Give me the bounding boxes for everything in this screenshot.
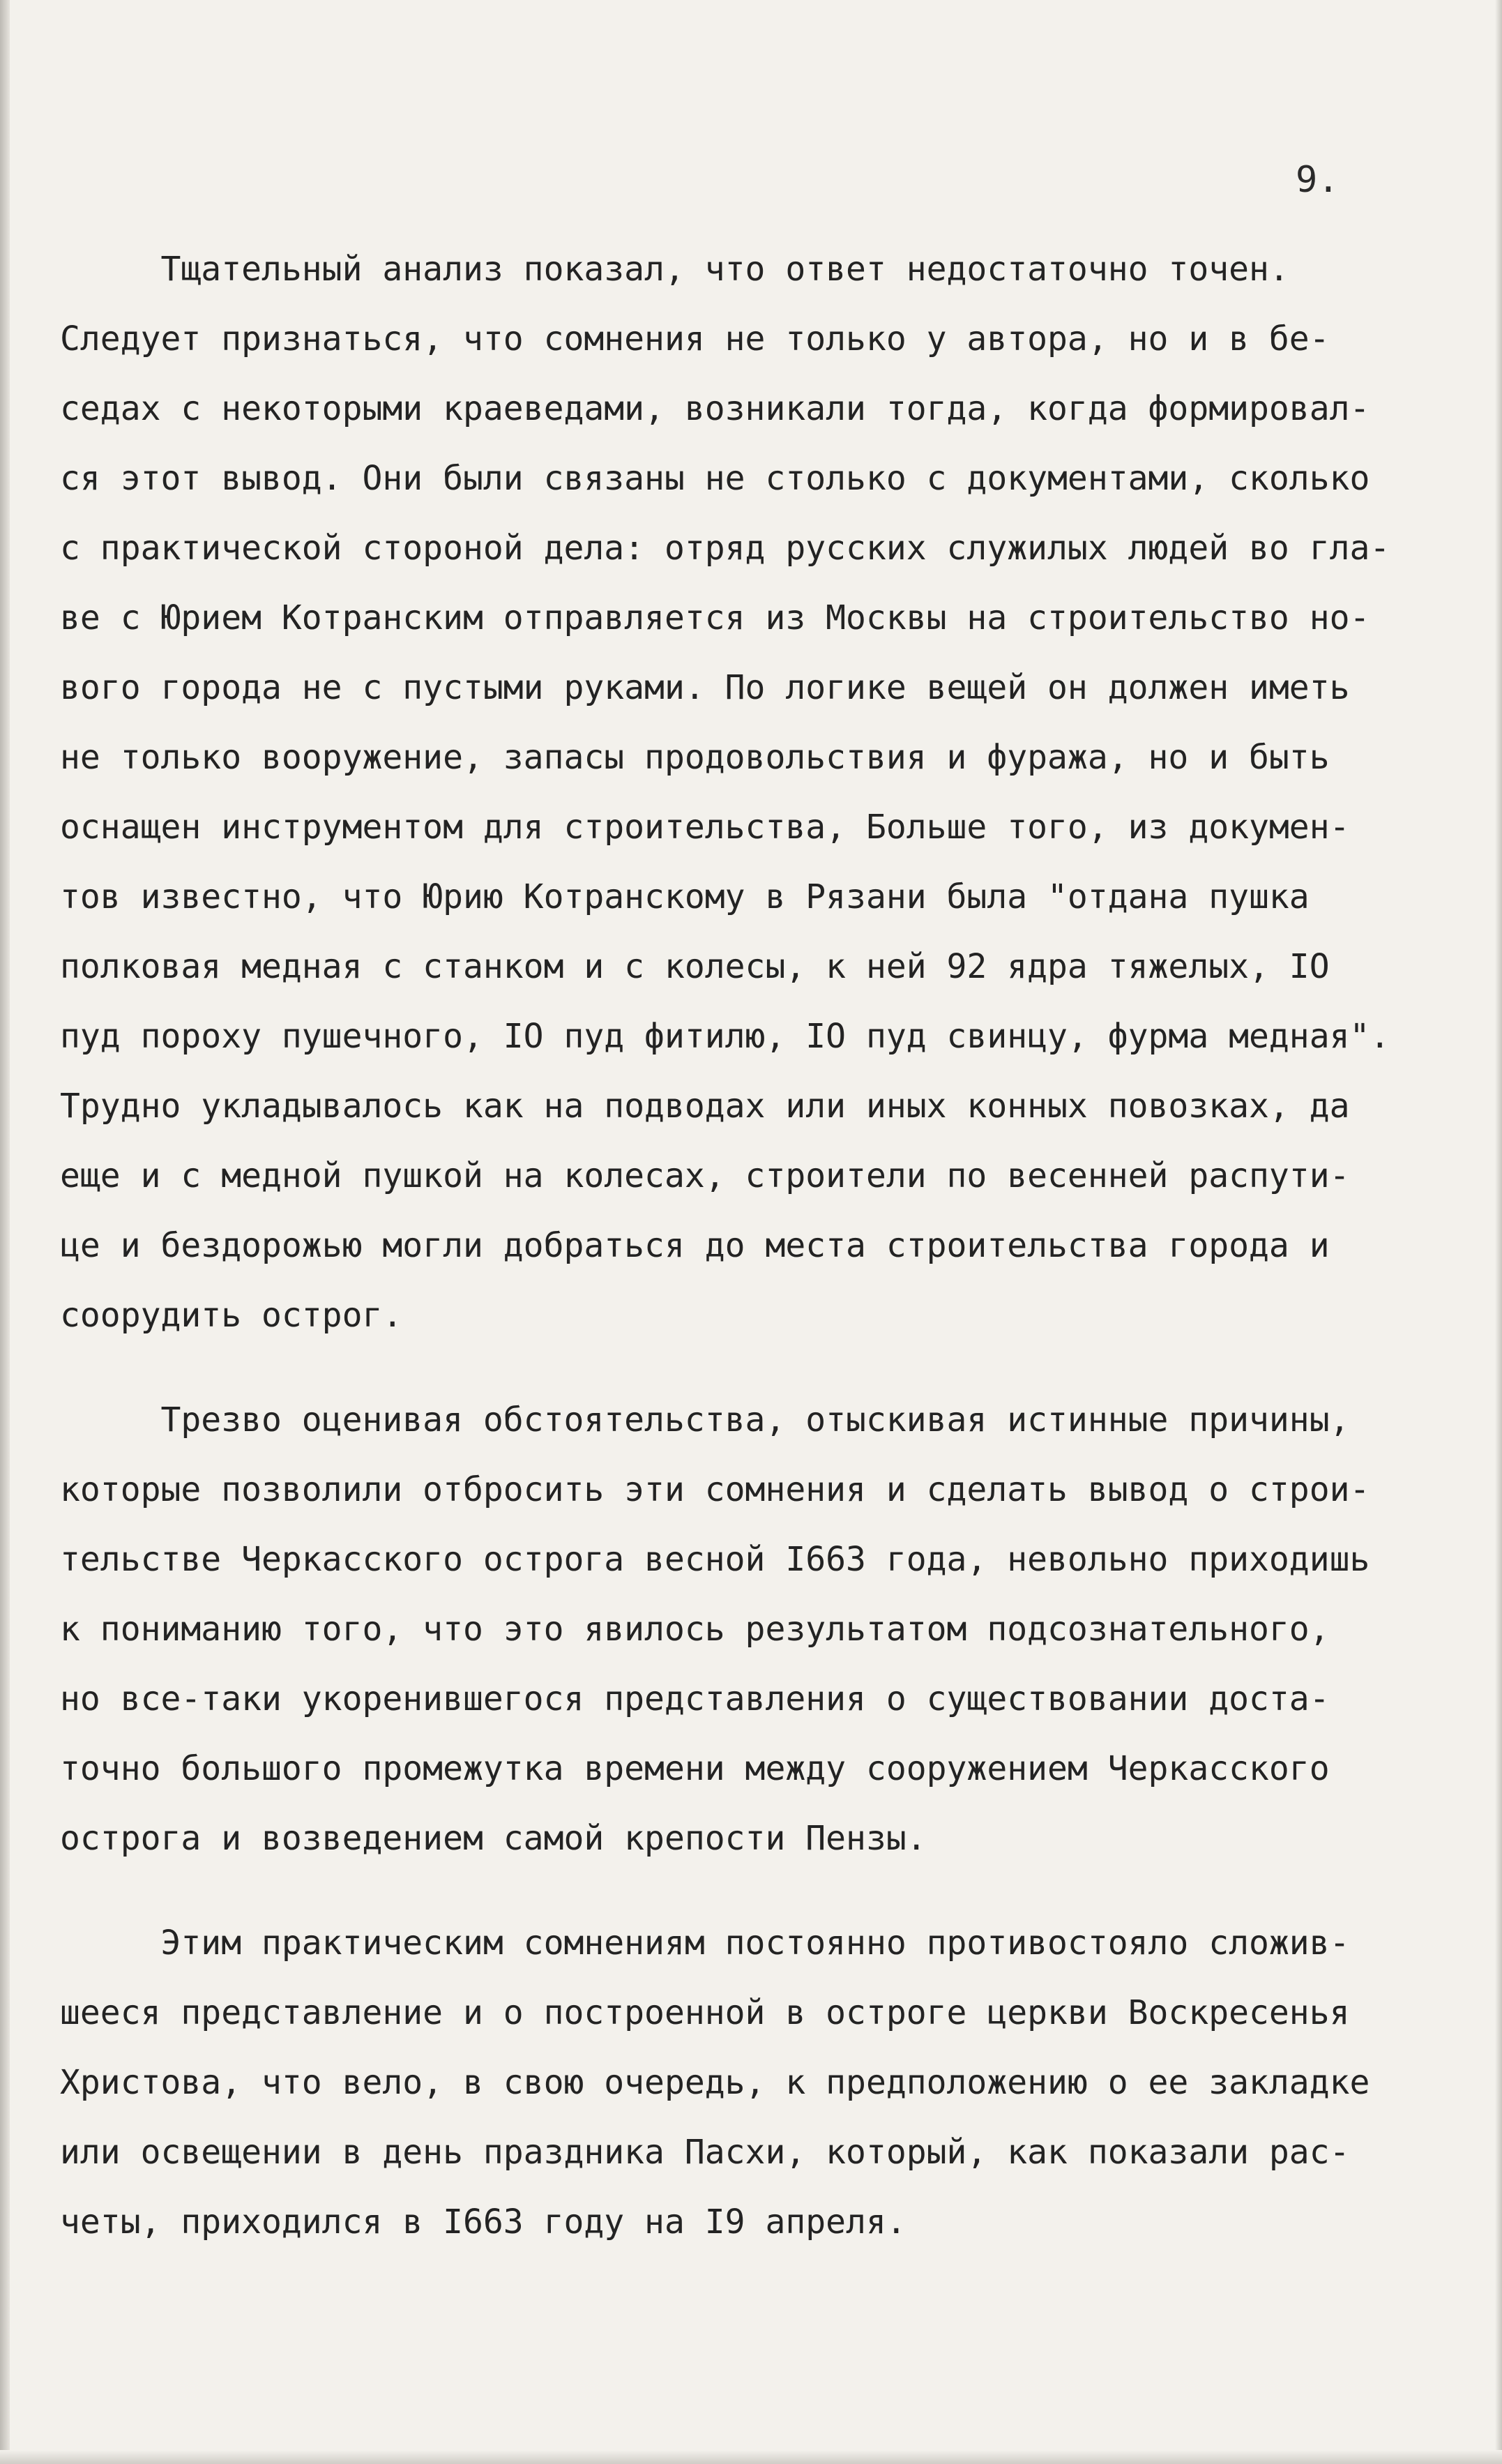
text-line: ся этот вывод. Они были связаны не столько с документами, сколько — [60, 459, 1370, 498]
text-line: с практической стороной дела: отряд русских служилых людей во гла- — [60, 529, 1390, 568]
text-line: точно большого промежутка времени между сооружением Черкасского — [60, 1749, 1330, 1788]
text-line: не только вооружение, запасы продовольствия и фуража, но и быть — [60, 738, 1330, 777]
text-line: но все-таки укоренившегося представления о существовании доста- — [60, 1679, 1330, 1718]
paragraph-spacing — [60, 1873, 1455, 1908]
text-line: ве с Юрием Котранским отправляется из Москвы на строительство но- — [60, 598, 1370, 637]
text-line: тов известно, что Юрию Котранскому в Рязани была "отдана пушка — [60, 877, 1310, 916]
paragraph-spacing — [60, 1350, 1455, 1385]
text-line: Следует признаться, что сомнения не только у автора, но и в бе- — [60, 319, 1330, 358]
paragraph — [60, 234, 1455, 1350]
page-edge — [1495, 0, 1502, 2464]
text-line: к пониманию того, что это явилось результатом подсознательного, — [60, 1610, 1330, 1649]
text-line: це и бездорожью могли добраться до места строительства города и — [60, 1226, 1330, 1265]
binding-edge — [0, 0, 10, 2464]
text-line: тельстве Черкасского острога весной I663 года, невольно приходишь — [60, 1540, 1370, 1579]
text-line: которые позволили отбросить эти сомнения и сделать вывод о строи- — [60, 1470, 1370, 1509]
paragraph — [60, 1908, 1455, 2257]
text-line: острога и возведением самой крепости Пензы. — [60, 1819, 927, 1858]
text-line: Тщательный анализ показал, что ответ недостаточно точен. — [60, 250, 1289, 289]
page-number: 9. — [1296, 159, 1340, 201]
typewritten-text — [60, 234, 1455, 2257]
text-line: четы, приходился в I663 году на I9 апреля. — [60, 2202, 906, 2242]
text-line: пуд пороху пушечного, IO пуд фитилю, IO пуд свинцу, фурма медная". — [60, 1017, 1390, 1056]
text-line: седах с некоторыми краеведами, возникали тогда, когда формировал- — [60, 389, 1370, 428]
paragraph — [60, 1385, 1455, 1873]
text-line: полковая медная с станком и с колесы, к ней 92 ядра тяжелых, IO — [60, 947, 1330, 986]
text-line: Трудно укладывалось как на подводах или иных конных повозках, да — [60, 1087, 1350, 1126]
text-line: шееся представление и о построенной в остроге церкви Воскресенья — [60, 1993, 1350, 2032]
text-line: Этим практическим сомнениям постоянно противостояло сложив- — [60, 1923, 1350, 1963]
page-bottom-edge — [0, 2450, 1502, 2464]
text-line: Трезво оценивая обстоятельства, отыскивая истинные причины, — [60, 1400, 1350, 1439]
text-line: или освещении в день праздника Пасхи, который, как показали рас- — [60, 2133, 1350, 2172]
text-line: Христова, что вело, в свою очередь, к предположению о ее закладке — [60, 2063, 1370, 2102]
text-line: соорудить острог. — [60, 1296, 403, 1335]
text-line: еще и с медной пушкой на колесах, строители по весенней распути- — [60, 1156, 1350, 1195]
text-line: вого города не с пустыми руками. По логике вещей он должен иметь — [60, 668, 1350, 707]
text-line: оснащен инструментом для строительства, Больше того, из докумен- — [60, 808, 1350, 847]
